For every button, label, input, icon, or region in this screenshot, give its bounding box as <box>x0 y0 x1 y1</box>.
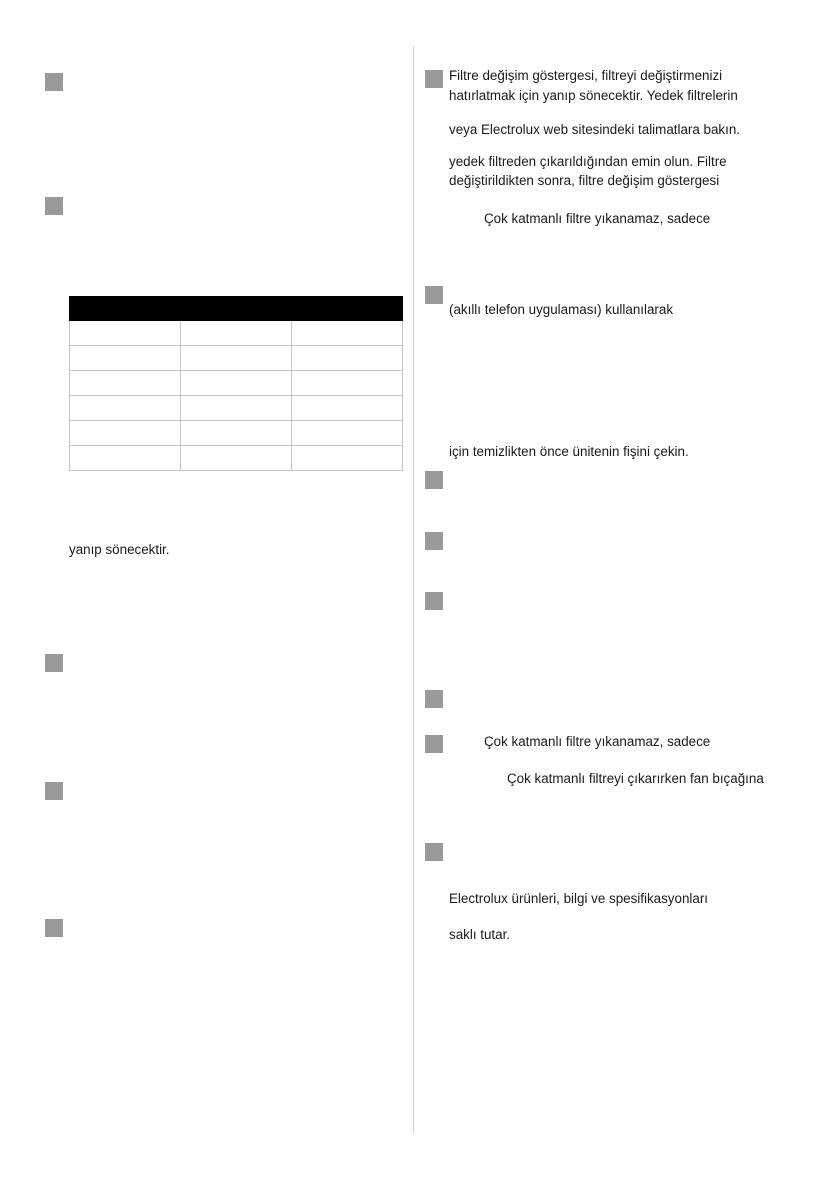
table-cell <box>70 321 181 346</box>
reserve-text: saklı tutar. <box>449 927 511 942</box>
table-cell <box>292 421 403 446</box>
table-header-row <box>70 297 403 321</box>
table-cell <box>292 396 403 421</box>
table-row <box>70 421 403 446</box>
filter-indicator-text: Filtre değişim göstergesi, filtreyi değiştirmenizi <box>449 68 723 83</box>
wash-warning-text: Çok katmanlı filtre yıkanamaz, sadece <box>484 734 711 749</box>
filter-indicator-text: değiştirildikten sonra, filtre değişim göstergesi <box>449 173 720 188</box>
table-cell <box>292 371 403 396</box>
step-marker <box>45 197 63 215</box>
table-row <box>70 321 403 346</box>
step-marker <box>425 592 443 610</box>
table-row <box>70 346 403 371</box>
table-row <box>70 396 403 421</box>
table-cell <box>70 396 181 421</box>
step-marker <box>425 735 443 753</box>
brand-text: Electrolux ürünleri, bilgi ve spesifikasyonları <box>449 891 708 906</box>
table-cell <box>181 321 292 346</box>
app-text: (akıllı telefon uygulaması) kullanılarak <box>449 302 674 317</box>
step-marker <box>425 532 443 550</box>
step-marker <box>45 654 63 672</box>
unplug-text: için temizlikten önce ünitenin fişini çekin. <box>449 444 689 459</box>
blink-text: yanıp sönecektir. <box>69 542 170 557</box>
filter-warning-text: Çok katmanlı filtre yıkanamaz, sadece <box>484 211 711 226</box>
filter-indicator-text: yedek filtreden çıkarıldığından emin olun. Filtre <box>449 154 727 169</box>
step-marker <box>45 919 63 937</box>
table-cell <box>181 446 292 471</box>
table-cell <box>292 321 403 346</box>
table-cell <box>292 446 403 471</box>
step-marker <box>425 690 443 708</box>
table-cell <box>70 421 181 446</box>
filter-indicator-text: hatırlatmak için yanıp sönecektir. Yedek filtrelerin <box>449 88 738 103</box>
table-header-cell <box>70 297 181 321</box>
table-cell <box>181 371 292 396</box>
table-cell <box>292 346 403 371</box>
filter-indicator-text: veya Electrolux web sitesindeki talimatlara bakın. <box>449 122 741 137</box>
spec-table <box>69 296 403 471</box>
table-cell <box>70 446 181 471</box>
column-divider <box>413 46 414 1133</box>
table-cell <box>181 396 292 421</box>
table-row <box>70 371 403 396</box>
table-header-cell <box>181 297 292 321</box>
fan-warning-text: Çok katmanlı filtreyi çıkarırken fan bıçağına <box>507 771 764 786</box>
table-cell <box>181 346 292 371</box>
table-cell <box>70 346 181 371</box>
step-marker <box>425 70 443 88</box>
step-marker <box>45 782 63 800</box>
step-marker <box>425 843 443 861</box>
table-header-cell <box>292 297 403 321</box>
step-marker <box>425 286 443 304</box>
table-cell <box>181 421 292 446</box>
table-row <box>70 446 403 471</box>
step-marker <box>45 73 63 91</box>
step-marker <box>425 471 443 489</box>
table-cell <box>70 371 181 396</box>
